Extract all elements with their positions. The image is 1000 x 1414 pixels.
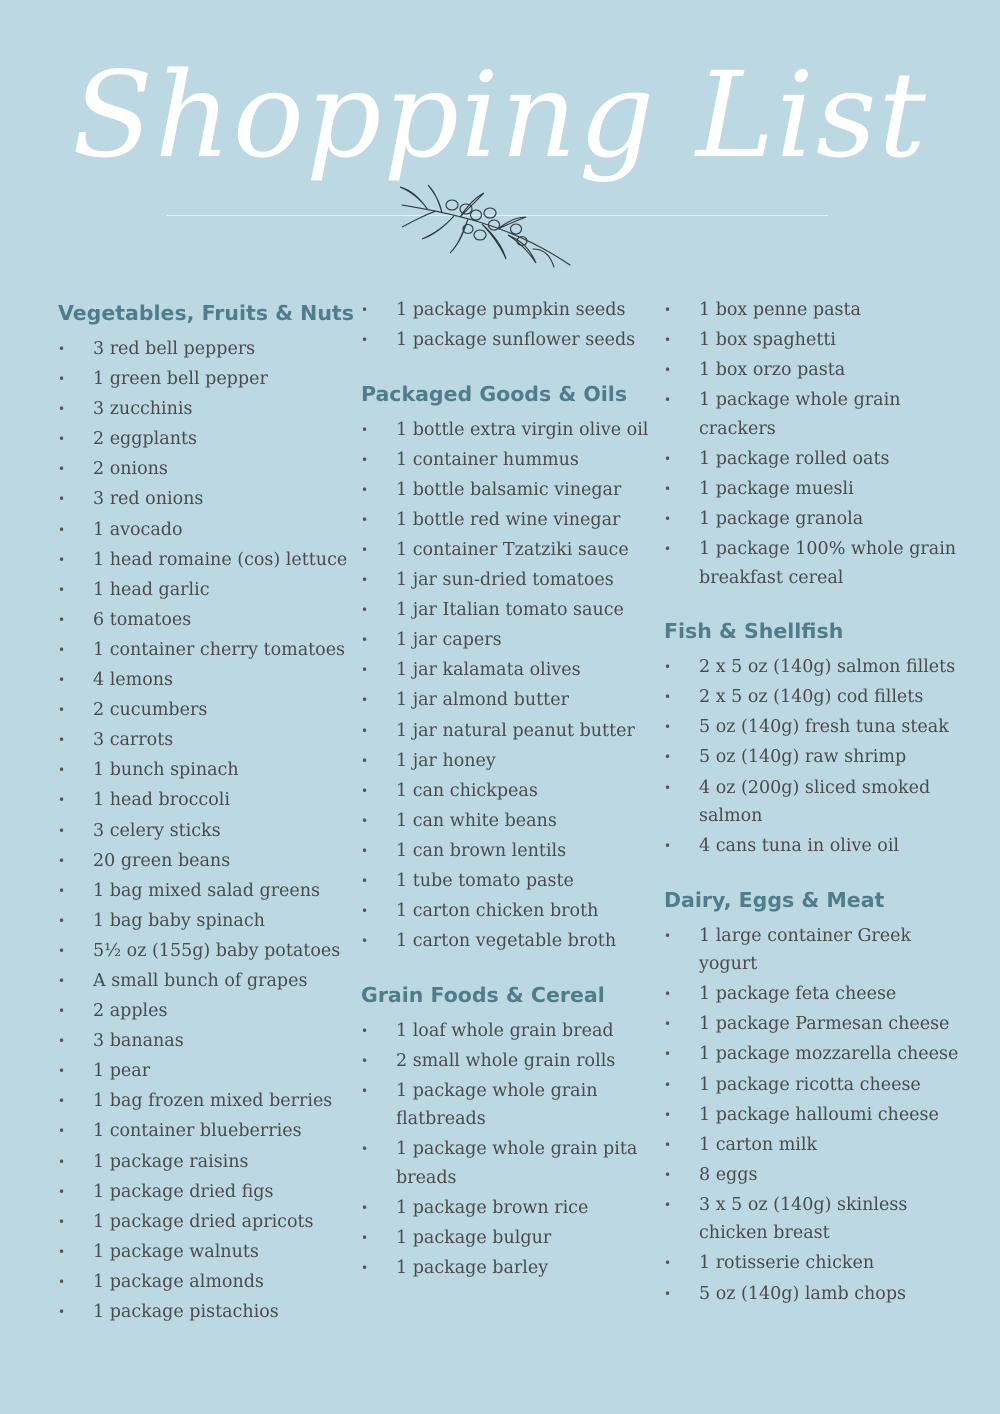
packaged-list [361, 416, 651, 956]
list-item: • 1 package dried apricots [58, 1208, 348, 1237]
list-item: • 1 large container Greek yogurt [664, 922, 964, 979]
list-item: • 1 head garlic [58, 576, 348, 605]
list-item: • 2 cucumbers [58, 696, 348, 725]
list-item: • 4 oz (200g) sliced smoked salmon [664, 774, 964, 831]
list-item: • 20 green beans [58, 847, 348, 876]
list-item: • 1 package whole grain flatbreads [361, 1077, 651, 1134]
list-item: • 2 apples [58, 997, 348, 1026]
list-item: • 2 x 5 oz (140g) cod fillets [664, 683, 964, 712]
section-heading-vegetables: Vegetables, Fruits & Nuts [58, 301, 354, 325]
list-item: • 5 oz (140g) fresh tuna steak [664, 713, 964, 742]
list-item: • 1 bottle extra virgin olive oil [361, 416, 651, 445]
list-item: • 5½ oz (155g) baby potatoes [58, 937, 348, 966]
list-item: • 1 jar honey [361, 747, 651, 776]
list-item: • 8 eggs [664, 1161, 964, 1190]
list-item: • 1 package pistachios [58, 1298, 348, 1327]
list-item: • 1 package raisins [58, 1148, 348, 1177]
list-item: • 1 bag frozen mixed berries [58, 1087, 348, 1116]
list-item: • 1 package walnuts [58, 1238, 348, 1267]
list-item: • 1 package pumpkin seeds [361, 296, 651, 325]
list-item: • 3 zucchinis [58, 395, 348, 424]
list-item: • 1 package whole grain pita breads [361, 1135, 651, 1192]
vegetables-list [58, 335, 348, 1327]
list-item: • 1 rotisserie chicken [664, 1249, 964, 1278]
fish-list [664, 653, 964, 860]
vegetables-list-continued [361, 296, 651, 355]
list-item: • 1 package granola [664, 505, 964, 534]
list-item: • 2 onions [58, 455, 348, 484]
list-item: • 1 head broccoli [58, 786, 348, 815]
dairy-list [664, 922, 964, 1308]
list-item: • 1 container blueberries [58, 1117, 348, 1146]
list-item: • 1 container Tzatziki sauce [361, 536, 651, 565]
list-item: • 1 package barley [361, 1254, 651, 1283]
list-item: • 1 carton chicken broth [361, 897, 651, 926]
list-item: • 1 carton milk [664, 1131, 964, 1160]
list-item: • 3 x 5 oz (140g) skinless chicken breast [664, 1191, 964, 1248]
list-item: • 1 package almonds [58, 1268, 348, 1297]
list-item: • 1 jar sun-dried tomatoes [361, 566, 651, 595]
list-item: • 3 red onions [58, 485, 348, 514]
list-item: • 1 bottle balsamic vinegar [361, 476, 651, 505]
list-item: • 1 package bulgur [361, 1224, 651, 1253]
list-item: • 4 lemons [58, 666, 348, 695]
column-middle [361, 296, 651, 1284]
list-item: • 4 cans tuna in olive oil [664, 832, 964, 861]
list-item: • 3 red bell peppers [58, 335, 348, 364]
list-item: • 1 package feta cheese [664, 980, 964, 1009]
list-item: • 1 avocado [58, 516, 348, 545]
list-item: • 2 small whole grain rolls [361, 1047, 651, 1076]
list-item: • 3 celery sticks [58, 817, 348, 846]
list-item: • 1 can brown lentils [361, 837, 651, 866]
list-item: • 1 package 100% whole grain breakfast cereal [664, 535, 964, 592]
list-item: • 1 jar natural peanut butter [361, 717, 651, 746]
list-item: • 1 container hummus [361, 446, 651, 475]
list-item: • 1 bottle red wine vinegar [361, 506, 651, 535]
list-item: • 5 oz (140g) lamb chops [664, 1280, 964, 1309]
list-item: • 3 bananas [58, 1027, 348, 1056]
list-item: • 1 box orzo pasta [664, 356, 964, 385]
list-item: • 1 package brown rice [361, 1194, 651, 1223]
list-item: • 2 eggplants [58, 425, 348, 454]
list-item: • 1 bag mixed salad greens [58, 877, 348, 906]
section-heading-dairy: Dairy, Eggs & Meat [664, 887, 885, 912]
list-item: • 3 carrots [58, 726, 348, 755]
list-item: • 1 package ricotta cheese [664, 1071, 964, 1100]
section-heading-packaged: Packaged Goods & Oils [361, 381, 628, 406]
list-item: • 1 carton vegetable broth [361, 927, 651, 956]
grain-list [361, 1017, 651, 1283]
list-item: • 1 package Parmesan cheese [664, 1010, 964, 1039]
list-item: • 1 tube tomato paste [361, 867, 651, 896]
section-heading-grain: Grain Foods & Cereal [361, 982, 605, 1007]
column-left [58, 296, 354, 1328]
list-item: • 1 package rolled oats [664, 445, 964, 474]
list-item: • 1 pear [58, 1057, 348, 1086]
list-item: • 1 jar almond butter [361, 686, 651, 715]
list-item: • 1 package halloumi cheese [664, 1101, 964, 1130]
grain-list-continued [664, 296, 964, 592]
olive-branch-icon [398, 183, 574, 269]
list-item: • 1 head romaine (cos) lettuce [58, 546, 348, 575]
list-item: • 1 package muesli [664, 475, 964, 504]
section-heading-fish: Fish & Shellfish [664, 619, 844, 644]
list-item: • 1 package dried figs [58, 1178, 348, 1207]
list-item: • 1 can white beans [361, 807, 651, 836]
list-item: • 1 jar Italian tomato sauce [361, 596, 651, 625]
list-item: • 6 tomatoes [58, 606, 348, 635]
list-item: • 1 can chickpeas [361, 777, 651, 806]
list-item: • 1 bag baby spinach [58, 907, 348, 936]
list-item: • 1 green bell pepper [58, 365, 348, 394]
list-item: • 1 package mozzarella cheese [664, 1040, 964, 1069]
column-right [664, 296, 964, 1310]
list-item: • 1 bunch spinach [58, 756, 348, 785]
list-item: • 2 x 5 oz (140g) salmon fillets [664, 653, 964, 682]
list-item: • 1 box spaghetti [664, 326, 964, 355]
list-item: • 1 loaf whole grain bread [361, 1017, 651, 1046]
list-item: • 1 package sunflower seeds [361, 326, 651, 355]
list-item: • 1 jar capers [361, 626, 651, 655]
list-item: • 5 oz (140g) raw shrimp [664, 743, 964, 772]
list-item: • 1 container cherry tomatoes [58, 636, 348, 665]
list-item: • 1 package whole grain crackers [664, 386, 964, 443]
list-item: • A small bunch of grapes [58, 967, 348, 996]
list-item: • 1 jar kalamata olives [361, 656, 651, 685]
list-item: • 1 box penne pasta [664, 296, 964, 325]
page-title: Shopping List [72, 46, 928, 184]
